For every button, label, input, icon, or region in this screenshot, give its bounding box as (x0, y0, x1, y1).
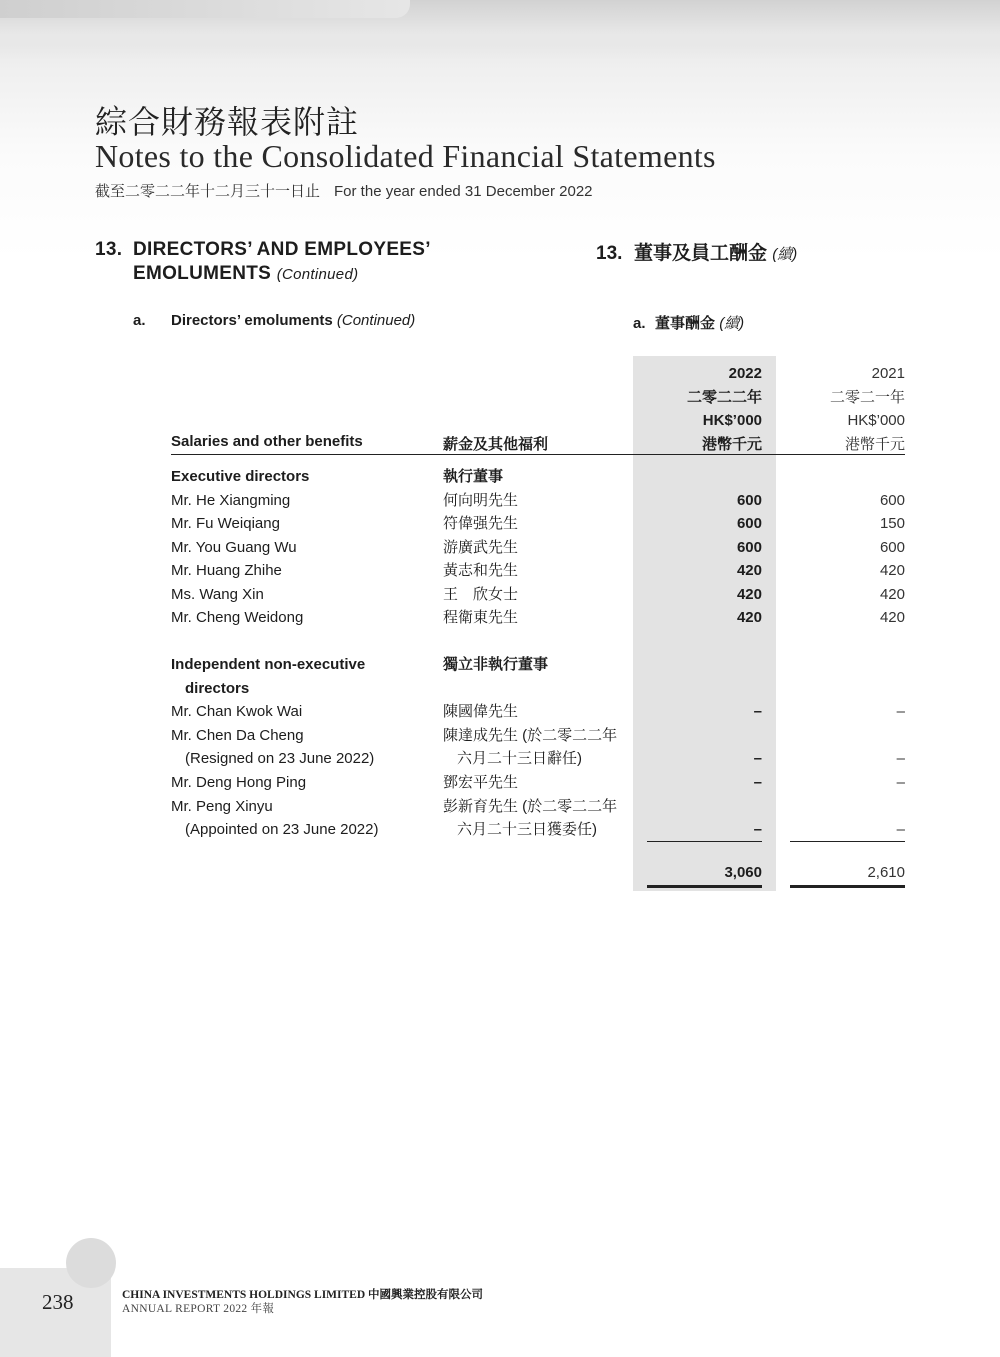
value-2022: – (753, 703, 762, 720)
group-header-independent (0, 653, 1000, 677)
group-title-zh: 獨立非執行董事 (443, 656, 549, 673)
value-2022: – (753, 821, 762, 838)
group-header-independent-line2 (0, 677, 1000, 701)
page-title-zh: 綜合財務報表附註 (95, 103, 360, 141)
group-title-en: Executive directors (171, 468, 310, 485)
group-title-zh: 執行董事 (443, 468, 504, 485)
section-number: 13. (95, 239, 123, 260)
director-name-zh: 彭新育先生 (於二零二二年 (443, 798, 618, 815)
group-header-executive (0, 465, 1000, 489)
group-title-en: Independent non-executive (171, 656, 366, 673)
value-2022: 600 (736, 492, 762, 509)
table-row (0, 795, 1000, 819)
header-rule (171, 454, 905, 455)
table-row (0, 536, 1000, 560)
director-name-en: Mr. Deng Hong Ping (171, 774, 307, 791)
value-2021: 420 (879, 609, 905, 626)
value-2022: 420 (736, 586, 762, 603)
director-name-zh: 何向明先生 (443, 492, 519, 509)
col-2021-unit-zh: 港幣千元 (844, 435, 905, 453)
director-note-en: (Appointed on 23 June 2022) (185, 821, 379, 838)
table-heading-zh: 薪金及其他福利 (443, 436, 549, 453)
director-name-zh: 鄧宏平先生 (443, 774, 519, 791)
director-note-zh: 六月二十三日辭任) (457, 750, 582, 767)
table-row (0, 489, 1000, 513)
director-name-zh: 游廣武先生 (443, 539, 519, 556)
director-name-en: Mr. Cheng Weidong (171, 609, 304, 626)
col-2021-unit: HK$’000 (847, 412, 905, 429)
section-continued-zh: (續) (772, 246, 798, 263)
period-line (95, 180, 593, 201)
section-continued-en: (Continued) (276, 266, 359, 283)
director-name-en: Mr. Fu Weiqiang (171, 515, 280, 532)
section-title-en-wrap (133, 238, 513, 287)
footer-circle-decoration (66, 1238, 116, 1288)
total-rule-2022 (647, 885, 762, 888)
director-name-zh: 王 欣女士 (443, 586, 519, 603)
subsection-heading-en (133, 312, 415, 329)
section-title-en: DIRECTORS’ AND EMPLOYEES’ EMOLUMENTS (133, 239, 430, 284)
page-number: 238 (42, 1290, 74, 1314)
subsection-letter: a. (133, 312, 146, 329)
director-name-en: Mr. He Xiangming (171, 492, 291, 509)
director-name-zh: 黃志和先生 (443, 562, 519, 579)
total-rule-2021 (790, 885, 905, 888)
subtotal-rule-2022 (647, 841, 762, 842)
table-row (0, 606, 1000, 630)
table-row (0, 559, 1000, 583)
col-2021-year-zh: 二零二一年 (829, 388, 905, 406)
footer-company: CHINA INVESTMENTS HOLDINGS LIMITED 中國興業控股有限公司 (122, 1289, 484, 1301)
footer-report: ANNUAL REPORT 2022 年報 (122, 1303, 275, 1315)
subsection-letter-zh: a. (633, 315, 646, 332)
subsection-continued-zh: (續) (719, 315, 745, 332)
director-name-en: Mr. You Guang Wu (171, 539, 297, 556)
value-2021: 420 (879, 562, 905, 579)
subsection-title-en: Directors’ emoluments (171, 312, 333, 329)
value-2021: 600 (879, 492, 905, 509)
value-2022: 600 (736, 515, 762, 532)
director-name-zh: 符偉强先生 (443, 515, 519, 532)
value-2021: 150 (879, 515, 905, 532)
director-name-en: Mr. Huang Zhihe (171, 562, 282, 579)
director-name-en: Ms. Wang Xin (171, 586, 264, 603)
col-2021-year: 2021 (871, 365, 905, 382)
col-2022-year-zh: 二零二二年 (686, 388, 762, 406)
period-zh: 截至二零二二年十二月三十一日止 (95, 183, 321, 200)
total-row (0, 861, 1000, 885)
period-en: For the year ended 31 December 2022 (334, 183, 593, 200)
table-heading-en: Salaries and other benefits (171, 433, 363, 450)
director-name-en: Mr. Chan Kwok Wai (171, 703, 303, 720)
value-2022: 420 (736, 609, 762, 626)
director-note-en: (Resigned on 23 June 2022) (185, 750, 375, 767)
value-2022: 600 (736, 539, 762, 556)
value-2022: – (753, 774, 762, 791)
value-2021: 420 (879, 586, 905, 603)
group-title-en-line2: directors (185, 680, 250, 697)
section-title-zh: 董事及員工酬金 (634, 243, 768, 264)
subsection-heading-zh (633, 312, 744, 333)
total-2022: 3,060 (724, 864, 762, 881)
value-2022: 420 (736, 562, 762, 579)
section-heading-zh (596, 238, 797, 265)
director-name-en: Mr. Peng Xinyu (171, 798, 273, 815)
table-row (0, 771, 1000, 795)
value-2021: – (896, 821, 905, 838)
value-2021: – (896, 703, 905, 720)
director-note-zh: 六月二十三日獲委任) (457, 821, 597, 838)
value-2021: – (896, 774, 905, 791)
value-2021: – (896, 750, 905, 767)
header-fold (0, 0, 410, 18)
table-row (0, 512, 1000, 536)
subsection-title-zh: 董事酬金 (655, 315, 716, 332)
director-name-zh: 陳國偉先生 (443, 703, 519, 720)
column-header-2021 (830, 362, 905, 456)
subsection-continued-en: (Continued) (336, 312, 416, 329)
table-row (0, 818, 1000, 842)
section-number-zh: 13. (596, 243, 623, 264)
page-title-en: Notes to the Consolidated Financial Statements (95, 138, 716, 174)
table-row (0, 724, 1000, 748)
col-2022-unit: HK$’000 (702, 412, 762, 429)
value-2021: 600 (879, 539, 905, 556)
col-2022-unit-zh: 港幣千元 (701, 435, 762, 453)
director-name-zh: 程衛東先生 (443, 609, 519, 626)
table-row (0, 700, 1000, 724)
table-row (0, 747, 1000, 771)
subtotal-rule-2021 (790, 841, 905, 842)
director-name-en: Mr. Chen Da Cheng (171, 727, 304, 744)
column-header-2022 (687, 362, 762, 456)
total-2021: 2,610 (867, 864, 905, 881)
value-2022: – (753, 750, 762, 767)
table-row (0, 583, 1000, 607)
director-name-zh: 陳達成先生 (於二零二二年 (443, 727, 618, 744)
col-2022-year: 2022 (728, 365, 762, 382)
